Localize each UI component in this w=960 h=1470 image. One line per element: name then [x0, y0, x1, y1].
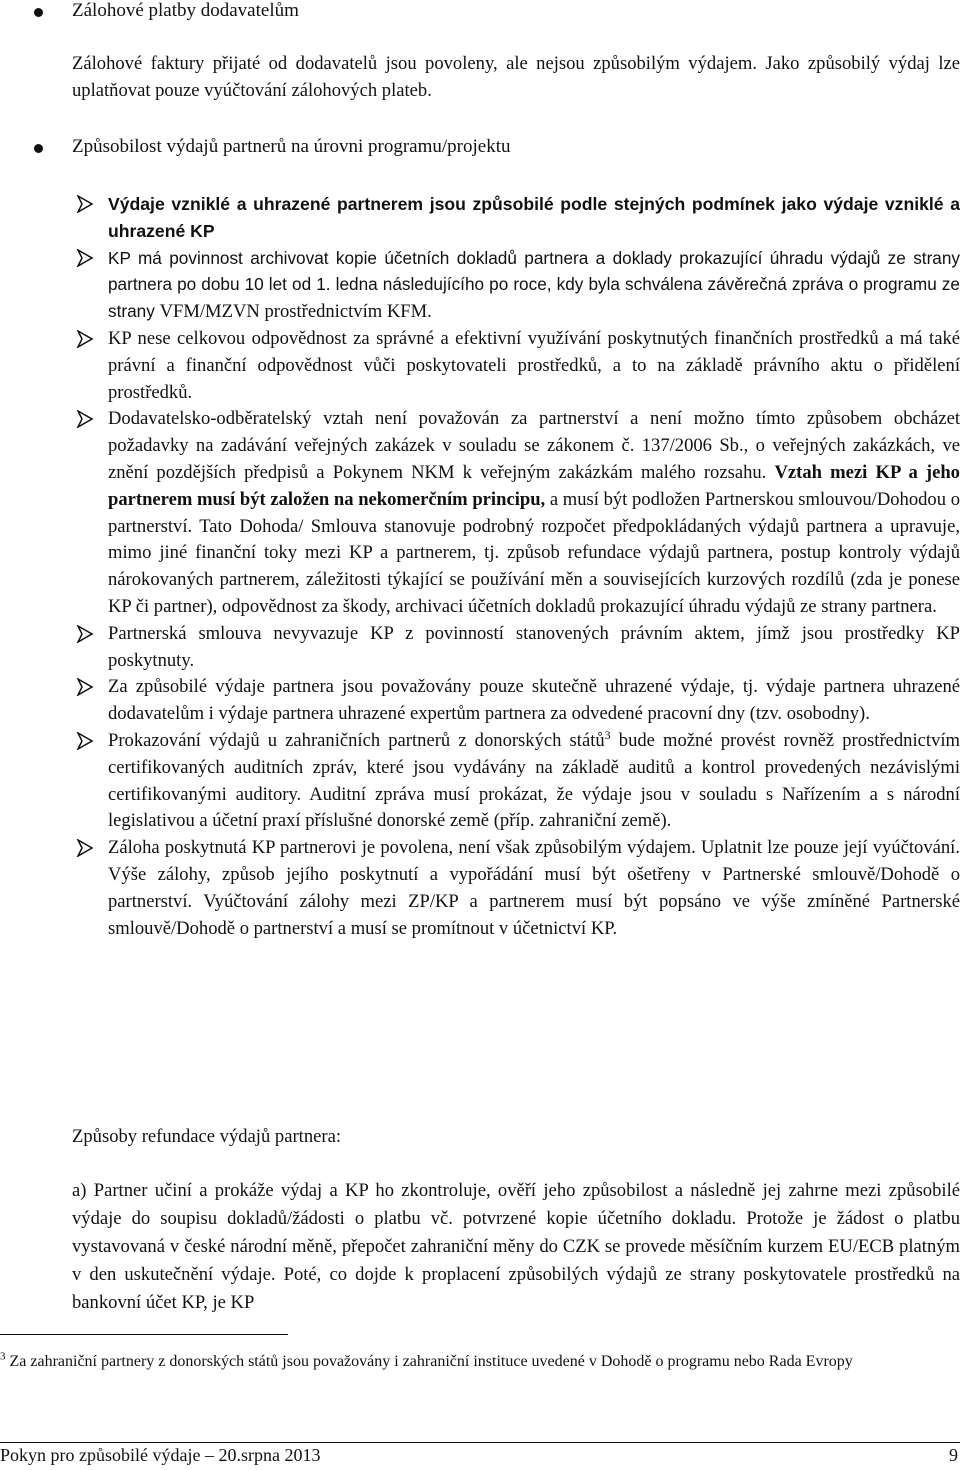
arrow-bullet-icon [76, 839, 94, 857]
section-heading-partner-eligibility: Způsobilost výdajů partnerů na úrovni programu/projektu [72, 136, 511, 157]
footer-document-title: Pokyn pro způsobilé výdaje – 20.srpna 2013 [0, 1445, 321, 1465]
paragraph-advance-invoices: Zálohové faktury přijaté od dodavatelů jsou povoleny, ale nejsou způsobilým výdajem. Jako způsobilý výdaj lze uplatňovat pouze vyúčtování zálohových plateb. [72, 53, 960, 101]
list-item: KP má povinnost archivovat kopie účetních dokladů partnera a doklady prokazující úhradu výdajů ze strany partnera po dobu 10 let od 1. ledna následujícího po roce, kdy byla schválena závěrečná zpráva o programu ze strany VFM/MZVN prostřednictvím KFM. [72, 245, 960, 326]
page-number: 9 [949, 1445, 958, 1465]
emphasis-nonprofit-principle: Vztah mezi KP a jeho partnerem musí být založen na nekomerčním principu, [108, 461, 960, 510]
list-item: Za způsobilé výdaje partnera jsou považovány pouze skutečně uhrazené výdaje, tj. výdaje partnera uhrazené dodavatelům i výdaje partnera uhrazené expertům partnera za odvedené pracovní dny (tzv. osobodny). [72, 674, 960, 728]
footnote-number: 3 [0, 1350, 6, 1363]
arrow-bullet-icon [76, 330, 94, 348]
partner-rules-list [72, 191, 960, 942]
arrow-bullet-icon [76, 625, 94, 643]
list-item: Partnerská smlouva nevyvazuje KP z povinností stanovených právním aktem, jímž jsou prostředky KP poskytnuty. [72, 621, 960, 675]
bullet-icon [34, 144, 43, 153]
arrow-bullet-icon [76, 678, 94, 696]
page-footer [0, 1442, 960, 1469]
section-heading-advance-payments: Zálohové platby dodavatelům [72, 0, 299, 21]
refund-paragraph: a) Partner učiní a prokáže výdaj a KP ho zkontroluje, ověří jeho způsobilost a následně jej zahrne mezi způsobilé výdaje do soupisu dokladů/žádosti o platbu vč. potvrzené kopie účetního dokladu. Protože je žádost o platbu vystavovaná v české národní měně, přepočet zahraniční měny do CZK se provede měsíčním kurzem EU/ECB platným v den uskutečnění výdaje. Poté, co dojde k proplacení způsobilých výdajů ze strany poskytovatele prostředků na bankovní účet KP, je KP [72, 1180, 960, 1313]
list-item: Prokazování výdajů u zahraničních partnerů z donorských států$^3$ bude možné provést rovněž prostřednictvím certifikovaných auditních zpráv, které jsou vydávány na základě auditů a kontrol provedených nezávislými certifikovanými auditory. Auditní zpráva musí prokázat, že výdaje jsou v souladu s Nařízením a s národní legislativou a účetní praxí příslušné donorské země (příp. zahraniční země). [72, 728, 960, 835]
list-item: Záloha poskytnutá KP partnerovi je povolena, není však způsobilým výdajem. Uplatnit lze pouze její vyúčtování. Výše zálohy, způsob jejího poskytnutí a vypořádání musí být ošetřeny v Partnerské smlouvě/Dohodě o partnerství. Vyúčtování zálohy mezi ZP/KP a partnerem musí být popsáno ve výše zmíněné Partnerské smlouvě/Dohodě o partnerství a musí se promítnout v účetnictví KP. [72, 835, 960, 942]
arrow-bullet-icon [76, 195, 94, 213]
list-item: Výdaje vzniklé a uhrazené partnerem jsou způsobilé podle stejných podmínek jako výdaje vzniklé a uhrazené KP [72, 191, 960, 245]
footnote-separator [0, 1334, 288, 1335]
footnote-text: Za zahraniční partnery z donorských států jsou považovány i zahraniční instituce uvedené v Dohodě o programu nebo Rada Evropy [9, 1353, 853, 1370]
footnote [0, 1350, 960, 1374]
refund-heading: Způsoby refundace výdajů partnera: [72, 1126, 341, 1147]
arrow-bullet-icon [76, 249, 94, 267]
arrow-bullet-icon [76, 732, 94, 750]
list-item: KP nese celkovou odpovědnost za správné a efektivní využívání poskytnutých finančních prostředků a má také právní a finanční odpovědnost vůči poskytovateli prostředků, a to na základě právního aktu o přidělení prostředků. [72, 326, 960, 406]
bullet-icon [34, 8, 43, 17]
arrow-bullet-icon [76, 410, 94, 428]
list-item: Dodavatelsko-odběratelský vztah není považován za partnerství a není možno tímto způsobem obcházet požadavky na zadávání veřejných zakázek v souladu se zákonem č. 137/2006 Sb., o veřejných zakázkách, ve znění pozdějších předpisů a Pokynem NKM k veřejným zakázkám malého rozsahu. Vztah mezi KP a jeho partnerem musí být založen na nekomerčním principu, a musí být podložen Partnerskou smlouvou/Dohodou o partnerství. Tato Dohoda/ Smlouva stanovuje podrobný rozpočet předpokládaných výdajů partnera a upravuje, mimo jiné finanční toky mezi KP a partnerem, tj. způsob refundace výdajů partnera, postup kontroly výdajů nárokovaných partnerem, záležitosti týkající se používání měn a souvisejících kurzových rozdílů (zda je ponese KP či partner), odpovědnost za škody, archivaci účetních dokladů prokazující úhradu výdajů ze strany partnera. [72, 406, 960, 620]
footnote-reference[interactable]: 3 [604, 727, 611, 742]
